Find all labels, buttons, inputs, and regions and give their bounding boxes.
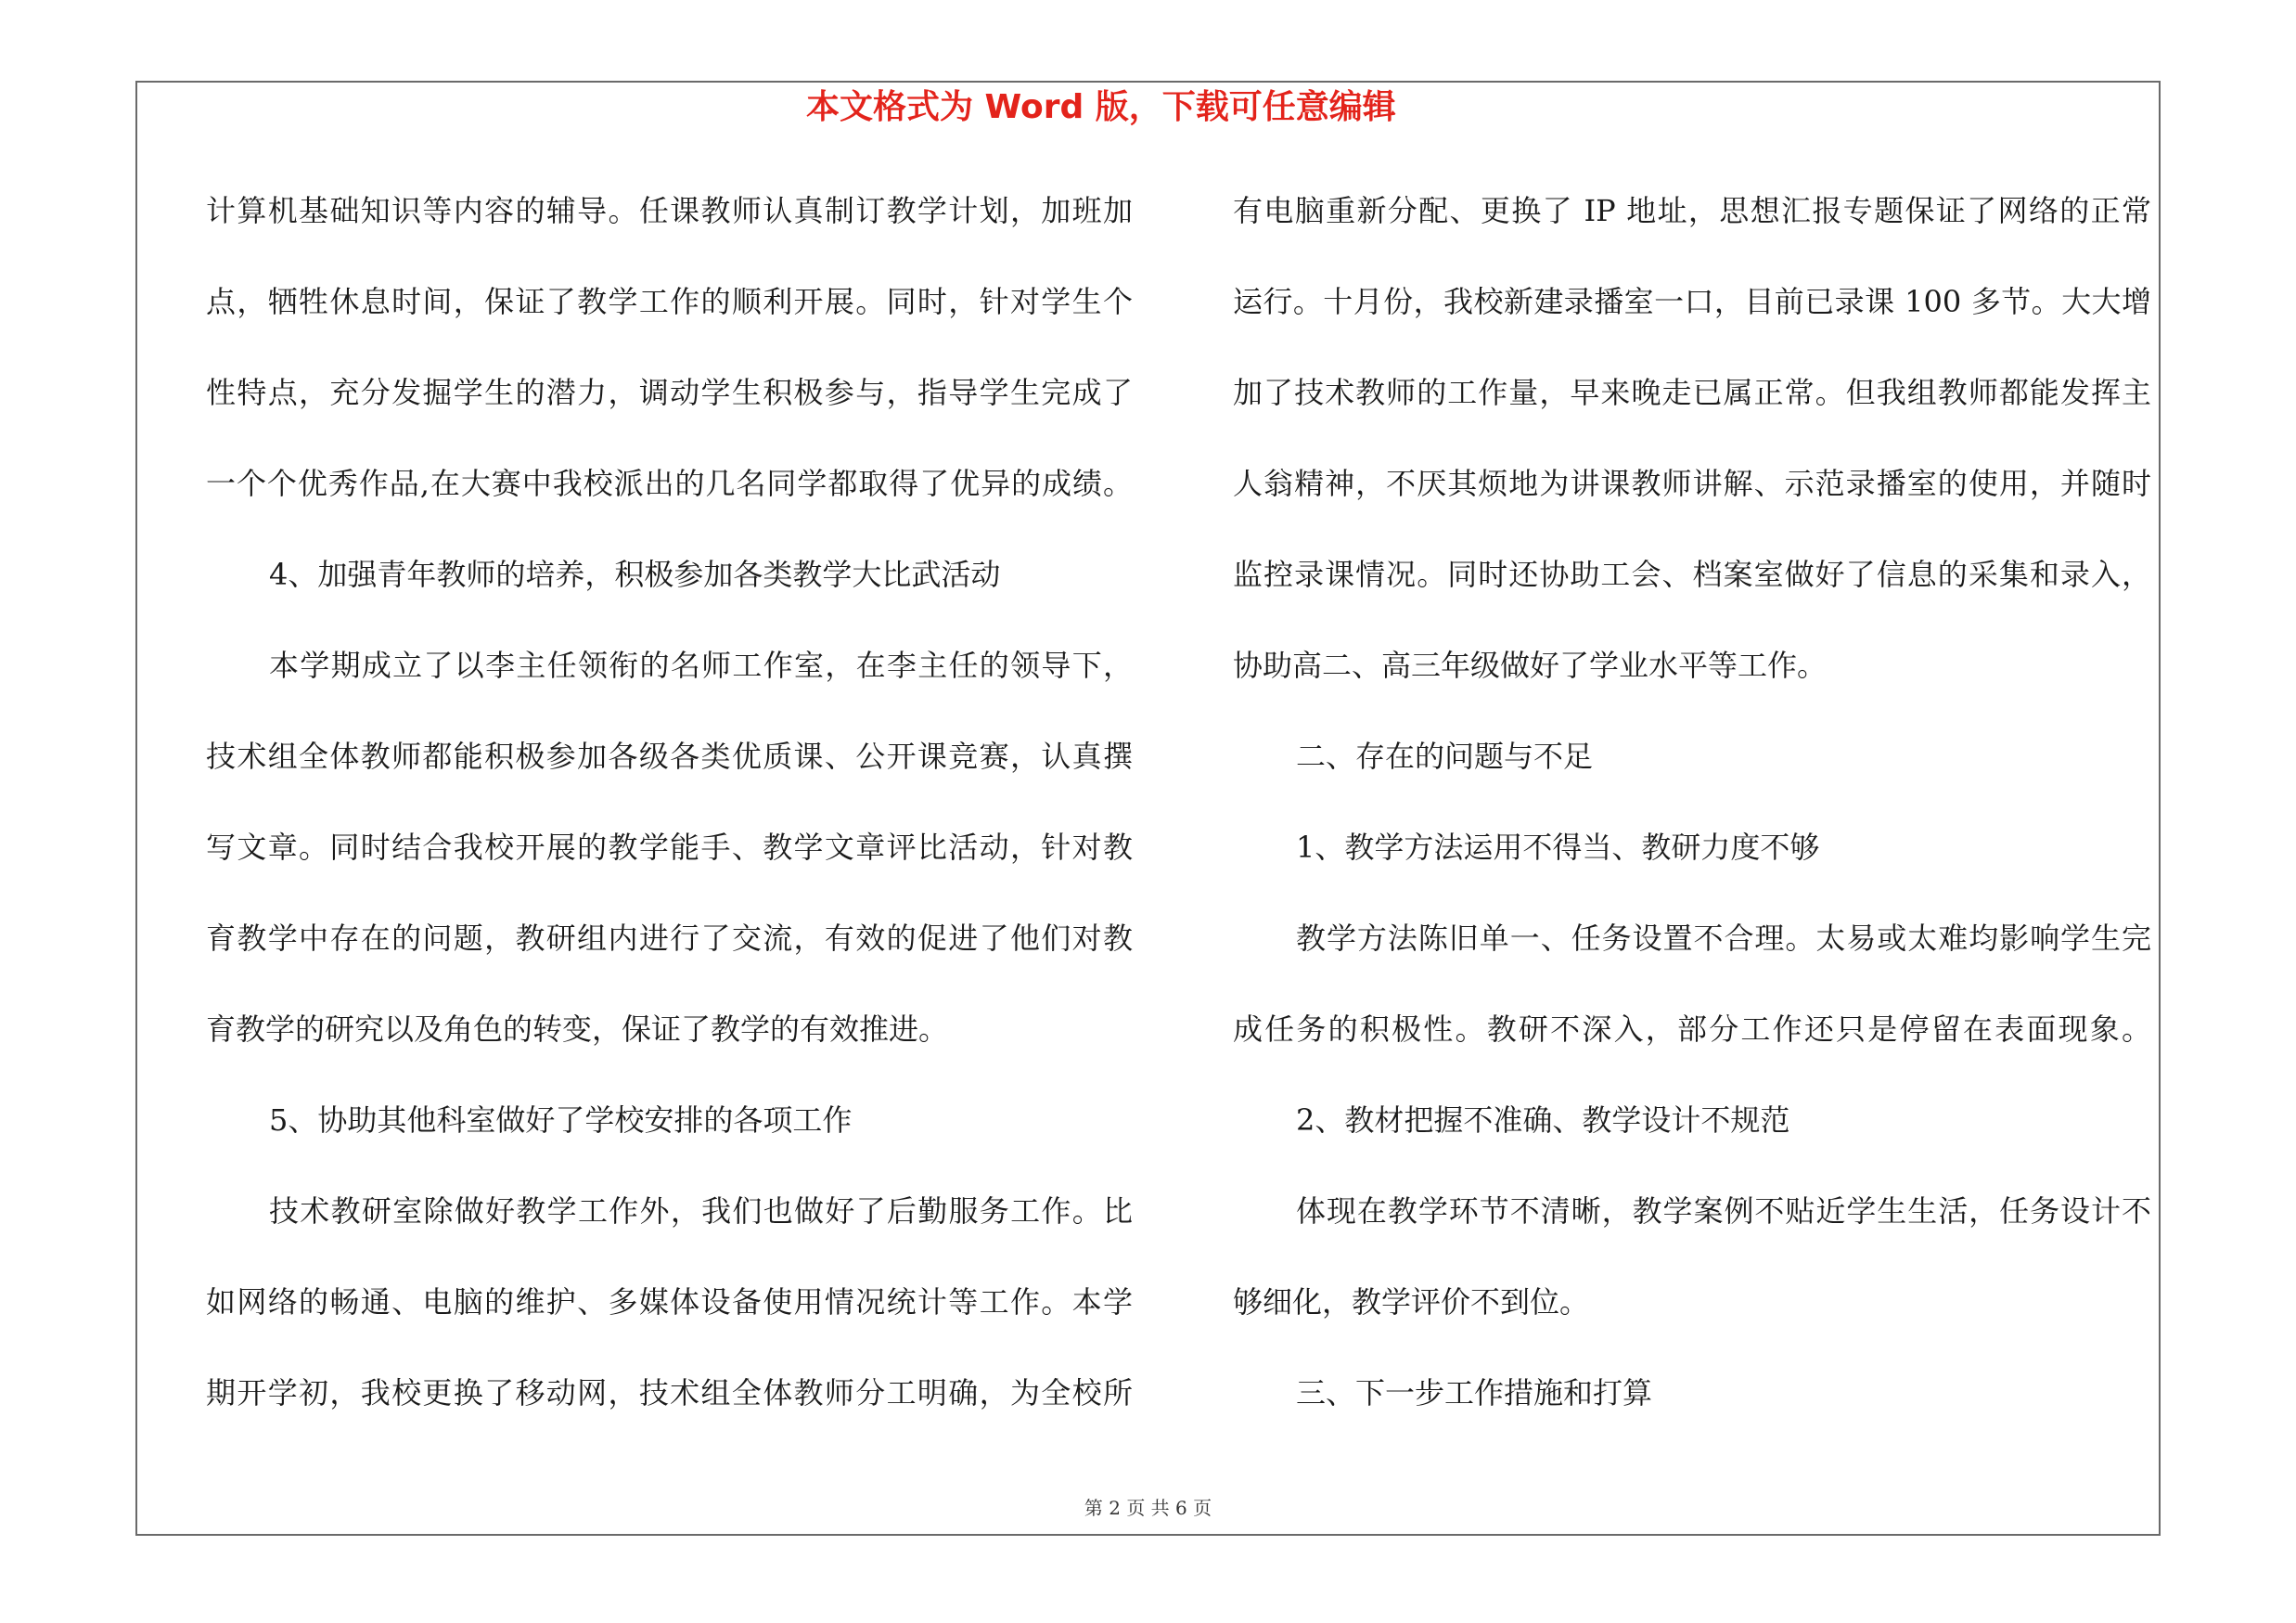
text-line: 期开学初，我校更换了移动网，技术组全体教师分工明确，为全校所 xyxy=(206,1375,1133,1410)
text-line: 技术教研室除做好教学工作外，我们也做好了后勤服务工作。比 xyxy=(269,1193,1133,1229)
text-line: 一个个优秀作品,在大赛中我校派出的几名同学都取得了优异的成绩。 xyxy=(206,466,1133,501)
text-line: 运行。十月份，我校新建录播室一口，目前已录课 100 多节。大大增 xyxy=(1233,284,2151,319)
section-heading: 三、下一步工作措施和打算 xyxy=(1296,1375,1653,1410)
section-heading: 4、加强青年教师的培养，积极参加各类教学大比武活动 xyxy=(269,557,1001,592)
text-line: 有电脑重新分配、更换了 IP 地址，思想汇报专题保证了网络的正常 xyxy=(1233,193,2151,228)
text-line: 成任务的积极性。教研不深入，部分工作还只是停留在表面现象。 xyxy=(1233,1011,2151,1047)
section-heading: 二、存在的问题与不足 xyxy=(1296,739,1594,774)
section-heading: 1、教学方法运用不得当、教研力度不够 xyxy=(1296,830,1820,865)
text-line: 如网络的畅通、电脑的维护、多媒体设备使用情况统计等工作。本学 xyxy=(206,1284,1133,1320)
left-column xyxy=(206,165,1133,1438)
right-column xyxy=(1233,165,2151,1438)
text-line: 够细化，教学评价不到位。 xyxy=(1233,1284,1590,1320)
text-line: 计算机基础知识等内容的辅导。任课教师认真制订教学计划，加班加 xyxy=(206,193,1133,228)
format-notice: 本文格式为 Word 版，下载可任意编辑 xyxy=(806,88,1396,126)
text-line: 监控录课情况。同时还协助工会、档案室做好了信息的采集和录入， xyxy=(1233,557,2151,592)
text-line: 写文章。同时结合我校开展的教学能手、教学文章评比活动，针对教 xyxy=(206,830,1133,865)
section-heading: 5、协助其他科室做好了学校安排的各项工作 xyxy=(269,1102,853,1138)
text-line: 育教学中存在的问题，教研组内进行了交流，有效的促进了他们对教 xyxy=(206,921,1133,956)
text-line: 人翁精神，不厌其烦地为讲课教师讲解、示范录播室的使用，并随时 xyxy=(1233,466,2151,501)
text-line: 加了技术教师的工作量，早来晚走已属正常。但我组教师都能发挥主 xyxy=(1233,375,2151,410)
text-line: 育教学的研究以及角色的转变，保证了教学的有效推进。 xyxy=(206,1011,949,1047)
section-heading: 2、教材把握不准确、教学设计不规范 xyxy=(1296,1102,1790,1138)
text-line: 点，牺牲休息时间，保证了教学工作的顺利开展。同时，针对学生个 xyxy=(206,284,1133,319)
text-line: 协助高二、高三年级做好了学业水平等工作。 xyxy=(1233,648,1828,683)
text-line: 体现在教学环节不清晰，教学案例不贴近学生生活，任务设计不 xyxy=(1296,1193,2151,1229)
page-number-footer: 第 2 页 共 6 页 xyxy=(1084,1497,1212,1519)
text-line: 性特点，充分发掘学生的潜力，调动学生积极参与，指导学生完成了 xyxy=(206,375,1133,410)
text-line: 技术组全体教师都能积极参加各级各类优质课、公开课竞赛，认真撰 xyxy=(206,739,1133,774)
text-line: 本学期成立了以李主任领衔的名师工作室，在李主任的领导下， xyxy=(269,648,1133,683)
text-line: 教学方法陈旧单一、任务设置不合理。太易或太难均影响学生完 xyxy=(1296,921,2151,956)
